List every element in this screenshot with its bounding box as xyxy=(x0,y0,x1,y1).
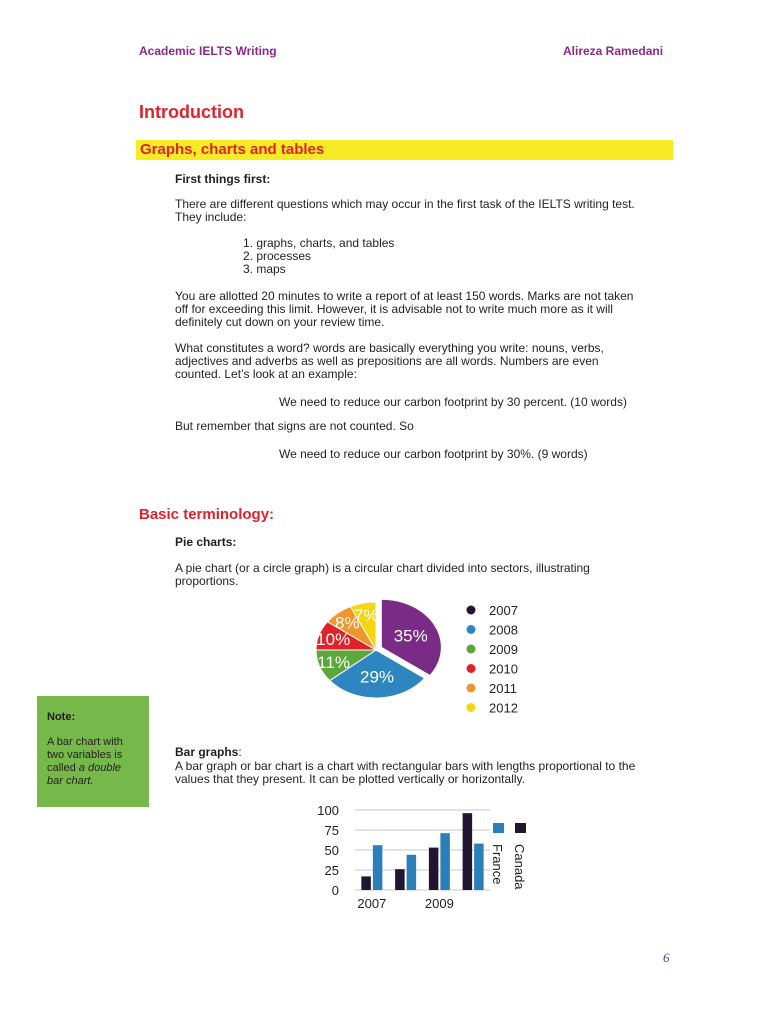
header-left: Academic IELTS Writing xyxy=(139,44,277,58)
bar-france-2009 xyxy=(440,833,450,890)
bar-chart xyxy=(300,798,550,918)
terminology-title: Basic terminology: xyxy=(139,506,275,523)
note-box xyxy=(37,696,149,807)
legend-swatch xyxy=(467,606,476,615)
page-number: 6 xyxy=(663,950,670,965)
bar-france-2007 xyxy=(373,845,383,890)
list-item: 1. graphs, charts, and tables xyxy=(243,236,395,250)
pie-value-label: 11% xyxy=(317,653,351,673)
x-tick-label: 2007 xyxy=(357,896,387,911)
bar-canada-2008 xyxy=(395,869,405,890)
y-tick-label: 100 xyxy=(317,803,339,818)
section-highlight xyxy=(136,140,673,160)
bar-canada-2007 xyxy=(361,876,371,890)
section-title: Graphs, charts and tables xyxy=(140,141,325,158)
legend-label: 2009 xyxy=(489,642,518,657)
bar-france-2010 xyxy=(474,844,484,890)
legend-label: 2008 xyxy=(489,622,518,638)
legend-label: 2011 xyxy=(489,681,517,696)
y-tick-label: 25 xyxy=(324,863,339,878)
pie-value-label: 10% xyxy=(316,629,351,649)
pie-heading: Pie charts: xyxy=(175,535,237,549)
list-item: 2. processes xyxy=(243,249,312,263)
paragraph-3: What constitutes a word? words are basically everything you write: nouns, verbs, adjectives and adverbs as well as prepositions are all words. Numbers are even counted. Let’s look at an example: xyxy=(175,341,604,381)
legend-label-canada: Canada xyxy=(512,844,527,890)
legend-swatch xyxy=(493,823,504,833)
paragraph-1: There are different questions which may occur in the first task of the IELTS writing test. They include: xyxy=(175,197,635,224)
y-tick-label: 75 xyxy=(324,823,339,838)
note-body: A bar chart with two variables is called a double bar chart. xyxy=(47,736,123,787)
page-title: Introduction xyxy=(139,102,244,122)
legend-swatch xyxy=(467,703,476,712)
legend-swatch xyxy=(467,684,476,693)
bar-canada-2010 xyxy=(463,813,473,890)
pie-value-label: 35% xyxy=(393,626,428,646)
bar-heading: Bar graphs xyxy=(175,745,239,759)
pie-value-label: 29% xyxy=(360,667,395,687)
first-things-heading: First things first: xyxy=(175,172,271,186)
legend-swatch xyxy=(467,645,476,654)
x-tick-label: 2009 xyxy=(424,896,454,911)
pie-value-label: 7% xyxy=(353,605,379,625)
bar-canada-2009 xyxy=(429,848,439,890)
example-1: We need to reduce our carbon footprint by 30 percent. (10 words) xyxy=(279,395,627,409)
paragraph-4: But remember that signs are not counted. So xyxy=(175,419,414,433)
legend-label: 2007 xyxy=(489,603,518,618)
paragraph-2: You are allotted 20 minutes to write a report of at least 150 words. Marks are not taken off for exceeding this limit. However, it is advisable not to write much more as it will definitely cut down on your review time. xyxy=(175,289,634,329)
bar-france-2008 xyxy=(407,855,417,890)
legend-swatch xyxy=(467,664,476,673)
y-tick-label: 0 xyxy=(331,883,339,898)
bar-description: A bar graph or bar chart is a chart with rectangular bars with lengths proportional to the values that they present. It can be plotted vertically or horizontally. xyxy=(175,759,636,786)
question-list xyxy=(243,237,394,276)
pie-description: A pie chart (or a circle graph) is a circular chart divided into sectors, illustrating proportions. xyxy=(175,561,590,588)
example-2: We need to reduce our carbon footprint by 30%. (9 words) xyxy=(279,447,588,461)
header-right: Alireza Ramedani xyxy=(563,44,664,58)
bar-heading-line: Bar graphs: xyxy=(175,745,242,759)
list-item: 3. maps xyxy=(243,262,286,276)
legend-label: 2010 xyxy=(489,661,518,677)
pie-value-label: 8% xyxy=(335,613,360,633)
y-tick-label: 50 xyxy=(324,843,339,858)
legend-swatch xyxy=(515,823,526,833)
legend-swatch xyxy=(467,625,476,634)
legend-label-france: France xyxy=(490,844,505,885)
pie-chart xyxy=(300,596,540,736)
note-title: Note: xyxy=(47,711,76,723)
legend-label: 2012 xyxy=(489,700,518,716)
